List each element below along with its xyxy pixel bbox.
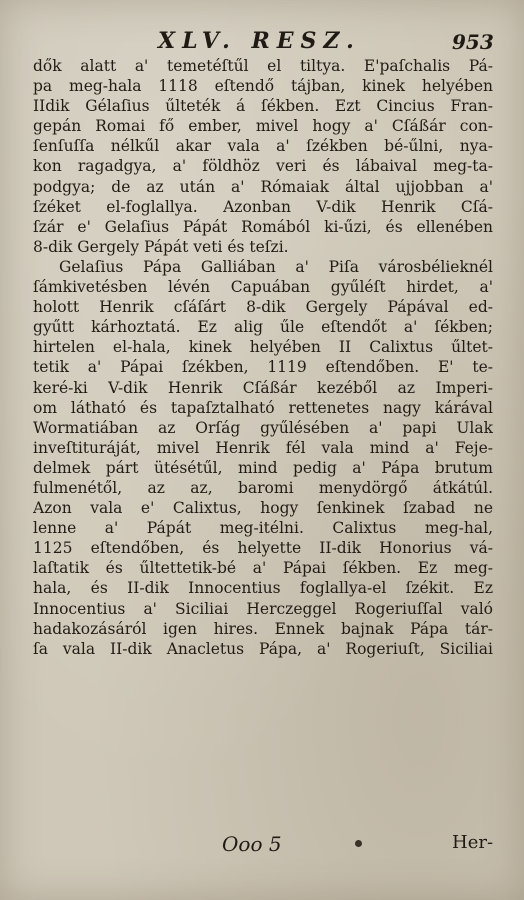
text-line: podgya; de az után a' Rómaiak által ujjobban a' <box>33 177 493 196</box>
text-line: inveſtituráját, mivel Henrik fél vala mind a' Feje- <box>33 438 493 457</box>
text-line: fulmenétől, az az, baromi menydörgő átkátúl. <box>33 478 493 497</box>
text-line: om látható és tapaſztalható rettenetes nagy kárával <box>33 398 493 417</box>
text-line: Innocentius a' Siciliai Herczeggel Rogeriuſſal való <box>33 599 493 618</box>
signature-mark: Ooo 5 <box>222 832 282 856</box>
text-line: 8-dik Gergely Pápát veti és teſzi. <box>33 237 289 256</box>
ornament-dot <box>355 840 362 847</box>
text-line: delmek párt ütésétűl, mind pedig a' Pápa brutum <box>33 458 493 477</box>
text-line: tetik a' Pápai ſzékben, 1119 eſtendőben. E' te- <box>33 358 493 377</box>
text-line: Wormatiában az Orſág gyűlésében a' papi Ulak <box>33 418 493 437</box>
running-title: XLV. RESZ. <box>158 28 361 54</box>
page-footer <box>0 832 524 858</box>
text-line: 1125 eſtendőben, és helyette II-dik Honorius vá- <box>33 539 493 558</box>
text-line: ſenſuſſa nélkűl akar vala a' ſzékben bé-űlni, nya- <box>33 137 493 156</box>
text-line: gyűtt kárhoztatá. Ez alig űle eſtendőt a' ſékben; <box>33 318 493 337</box>
text-line: hadakozásáról igen hires. Ennek bajnak Pápa tár- <box>33 619 493 638</box>
text-line: keré-ki V-dik Henrik Cſáßár kezéből az Imperi- <box>33 378 493 397</box>
text-line: laſtatik és űltettetik-bé a' Pápai ſékben. Ez meg- <box>33 559 493 578</box>
text-line: gepán Romai fő ember, mivel hogy a' Cſáßár con- <box>33 117 493 136</box>
text-line: ſámkivetésben lévén Capuában gyűléſt hirdet, a' <box>33 278 493 297</box>
page-header <box>0 28 524 56</box>
text-line: kon ragadgya, a' földhöz veri és lábaival meg-ta- <box>33 157 493 176</box>
text-line: dők alatt a' temetéſtűl el tiltya. E'paſchalis Pá- <box>33 57 493 75</box>
text-line: lenne a' Pápát meg-itélni. Calixtus meg-hal, <box>33 519 493 538</box>
text-line: ſzéket el-foglallya. Azonban V-dik Henrik Cſá- <box>33 197 493 216</box>
catchword: Her- <box>452 832 494 853</box>
text-line: ſzár e' Gelaſius Pápát Romából ki-űzi, és ellenében <box>33 217 493 236</box>
page-number: 953 <box>452 30 494 54</box>
text-line: Gelaſius Pápa Galliában a' Piſa városbélieknél <box>59 257 493 276</box>
text-line: pa meg-hala 1118 eſtendő tájban, kinek helyében <box>33 77 493 96</box>
text-line: hirtelen el-hala, kinek helyében II Calixtus űltet- <box>33 338 493 357</box>
body-text <box>33 56 493 659</box>
text-line: IIdik Gélaſius űlteték á ſékben. Ezt Cincius Fran- <box>33 97 493 116</box>
text-line: holott Henrik cſáſárt 8-dik Gergely Pápával ed- <box>33 298 493 317</box>
text-line: ſa vala II-dik Anacletus Pápa, a' Rogeriuſt, Siciliai <box>33 639 493 658</box>
text-line: Azon vala e' Calixtus, hogy ſenkinek ſzabad ne <box>33 499 493 518</box>
text-line: hala, és II-dik Innocentius foglallya-el ſzékit. Ez <box>33 579 493 598</box>
